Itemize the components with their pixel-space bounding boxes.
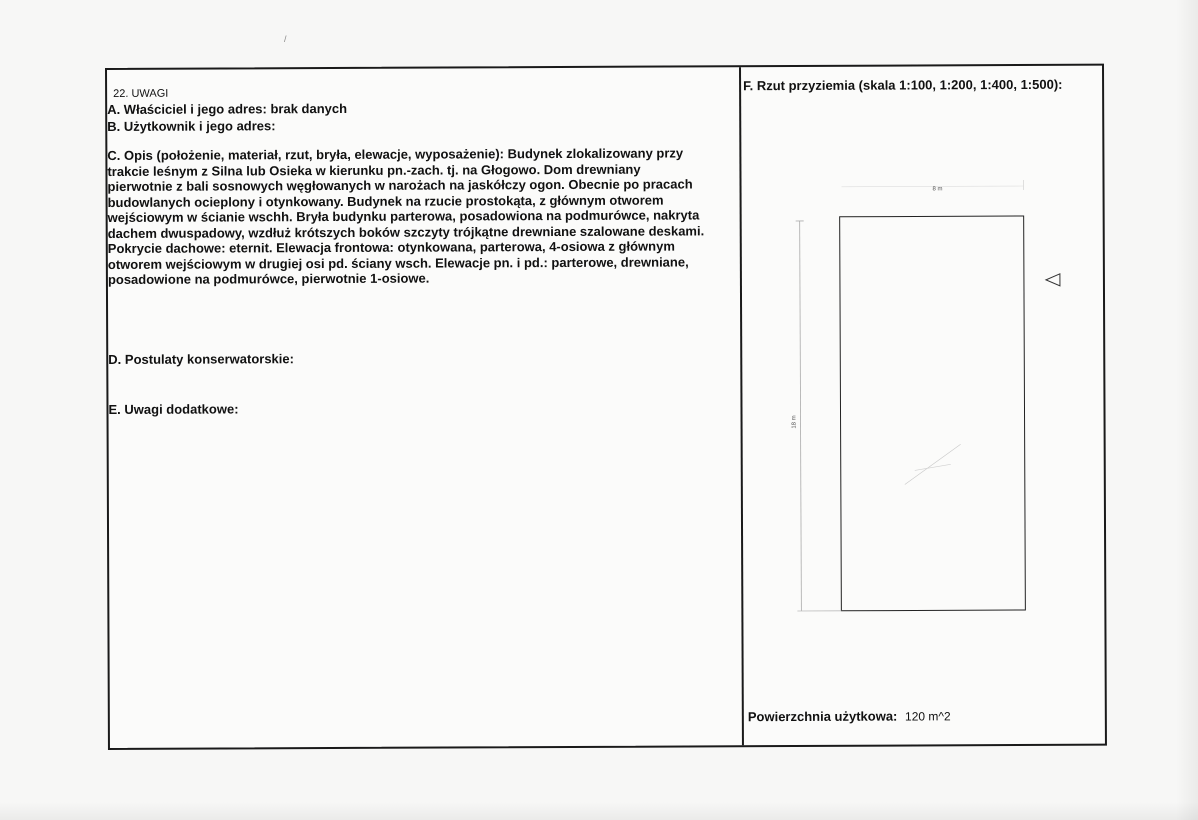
usable-area-row	[748, 708, 951, 724]
paper-bottom-shadow	[0, 802, 1198, 820]
length-dimension-line	[800, 221, 802, 611]
entrance-arrow-icon	[1046, 274, 1060, 286]
user-line: B. Użytkownik i jego adres:	[107, 118, 276, 134]
floor-plan-drawing	[741, 66, 1103, 708]
owner-line: A. Właściciel i jego adres: brak danych	[107, 100, 348, 117]
record-card	[105, 64, 1107, 750]
width-label: 8 m	[932, 186, 943, 193]
plan-title: F. Rzut przyziemia (skala 1:100, 1:200, 1:400, 1:500):	[743, 76, 1063, 94]
paper-edge-shadow	[1176, 0, 1198, 820]
section-number: 22. UWAGI	[113, 87, 169, 100]
description-text: C. Opis (położenie, materiał, rzut, bryła, elewacje, wyposażenie): Budynek zlokalizowany przy trakcie leśnym z Silna lub Osieka w kierunku pn.-zach. tj. na Głogowo. Dom drewniany pierwotnie z bali sosnowych węgłowanych w narożach na jaskółczy ogon. Obecnie po pracach budowlanych ocieplony i otynkowany. Budynek na rzucie prostokąta, z głównym otworem wejściowym w ścianie wschh. Bryła budynku parterowa, posadowiona na podmurówce, nakryta dachem dwuspadowy, wzdłuż krótszych boków szczyty trójkątne drewniane szalowane deskami. Pokrycie dachowe: eternit. Elewacja frontowa: otynkowana, parterowa, 4-osiowa z głównym otworem wejściowym w drugiej osi pd. ściany wsch. Elewacje pn. i pd.: parterowe, drewniane, posadowione na podmurówce, pierwotnie 1-osiowe.	[107, 145, 705, 287]
page-mark: /	[284, 34, 287, 44]
plan-panel	[741, 66, 1103, 746]
uwagi-panel	[107, 67, 740, 748]
length-label: 18 m	[791, 415, 798, 429]
usable-area-label: Powierzchnia użytkowa:	[747, 708, 898, 725]
scan-stroke-1	[905, 444, 961, 484]
scan-stroke-2	[915, 464, 951, 470]
remarks-line: E. Uwagi dodatkowe:	[108, 401, 239, 417]
usable-area-value: 120 m^2	[904, 709, 951, 724]
postulates-line: D. Postulaty konserwatorskie:	[108, 351, 294, 367]
building-outline	[840, 216, 1026, 611]
